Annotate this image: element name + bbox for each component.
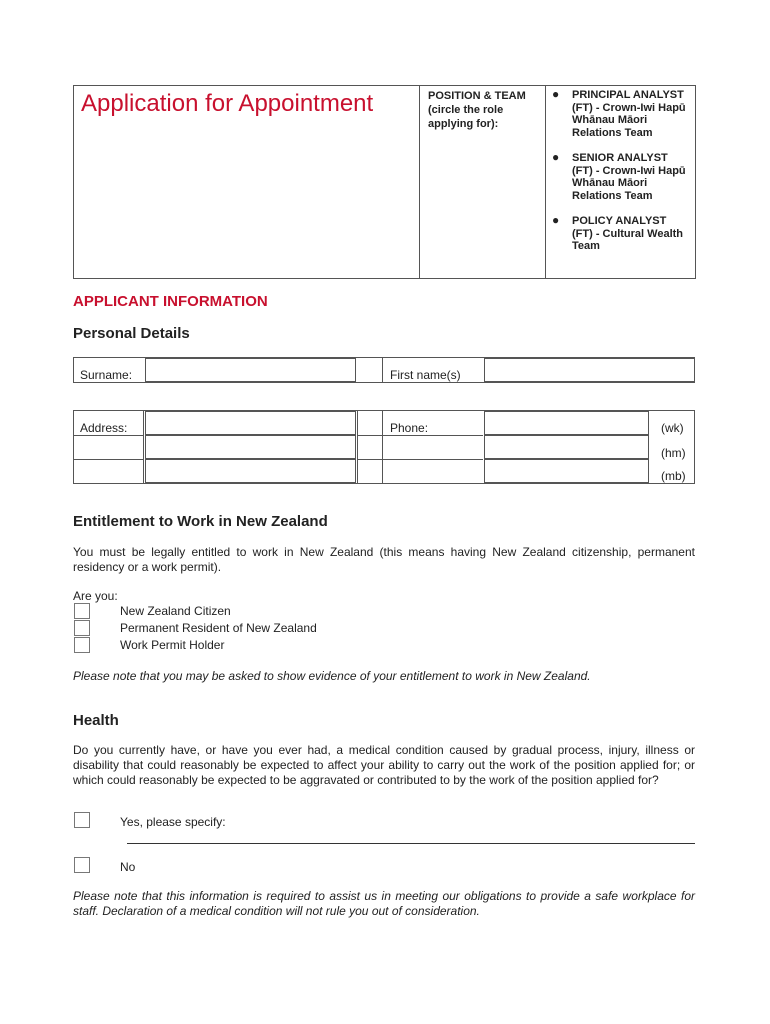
address-phone-block: [73, 410, 695, 484]
divider: [143, 411, 144, 483]
health-note: Please note that this information is required to assist us in meeting our obligations to provide a safe workplace for staff. Declaration of a medical condition will not rule you out of consideration.: [73, 889, 695, 918]
health-yes-checkbox[interactable]: [74, 812, 90, 828]
divider: [357, 411, 358, 483]
page-title: Application for Appointment: [81, 90, 374, 117]
permanent-resident-checkbox[interactable]: [74, 620, 90, 636]
address-input-line-3[interactable]: [145, 459, 356, 483]
work-permit-checkbox[interactable]: [74, 637, 90, 653]
divider: [74, 435, 144, 436]
divider: [357, 459, 483, 460]
entitlement-title: Entitlement to Work in New Zealand: [73, 513, 328, 530]
divider: [382, 411, 383, 483]
role-label: SENIOR ANALYST (FT) - Crown-Iwi Hapū Whānau Māori Relations Team: [572, 152, 686, 202]
divider: [357, 435, 483, 436]
address-input-line-2[interactable]: [145, 435, 356, 459]
bullet-icon: ●: [552, 150, 560, 164]
position-label-cell: [420, 86, 546, 278]
applicant-section-title: APPLICANT INFORMATION: [73, 293, 268, 310]
surname-label: Surname:: [80, 368, 133, 382]
work-permit-label: Work Permit Holder: [120, 638, 225, 652]
entitlement-intro: You must be legally entitled to work in New Zealand (this means having New Zealand citizenship, permanent residency or a work permit).: [73, 545, 695, 574]
phone-hm-label: (hm): [661, 446, 686, 460]
firstname-input[interactable]: [484, 358, 695, 382]
personal-details-title: Personal Details: [73, 325, 190, 342]
header-table: [73, 85, 696, 279]
role-list: [548, 89, 688, 266]
title-cell: [74, 86, 420, 278]
health-no-checkbox[interactable]: [74, 857, 90, 873]
nz-citizen-label: New Zealand Citizen: [120, 604, 231, 618]
role-label: POLICY ANALYST (FT) - Cultural Wealth Team: [572, 215, 684, 252]
role-item[interactable]: [548, 215, 688, 253]
phone-wk-input[interactable]: [484, 411, 649, 435]
bullet-icon: ●: [552, 87, 560, 101]
position-label: POSITION & TEAM (circle the role applying for):: [428, 90, 526, 130]
health-question: Do you currently have, or have you ever had, a medical condition caused by gradual process, injury, illness or disability that could reasonably be expected to affect your ability to carry out the work of the position applied for; or which could reasonably be expected to be aggravated or contributed to by the work of the position applied for?: [73, 743, 695, 787]
entitlement-note: Please note that you may be asked to show evidence of your entitlement to work in New Zealand.: [73, 669, 591, 683]
phone-hm-input[interactable]: [484, 435, 649, 459]
health-title: Health: [73, 712, 119, 729]
role-item[interactable]: [548, 152, 688, 202]
address-input-line-1[interactable]: [145, 411, 356, 435]
are-you-label: Are you:: [73, 589, 118, 603]
role-item[interactable]: [548, 89, 688, 139]
phone-wk-label: (wk): [661, 421, 684, 435]
bullet-icon: ●: [552, 213, 560, 227]
phone-mb-input[interactable]: [484, 459, 649, 483]
phone-mb-label: (mb): [661, 469, 686, 483]
surname-input[interactable]: [145, 358, 356, 382]
firstname-label: First name(s): [390, 368, 461, 382]
health-no-label: No: [120, 860, 136, 874]
phone-label: Phone:: [390, 421, 429, 435]
health-yes-label: Yes, please specify:: [120, 815, 226, 829]
name-row: [73, 357, 695, 383]
divider: [74, 459, 144, 460]
role-label: PRINCIPAL ANALYST (FT) - Crown-Iwi Hapū Whānau Māori Relations Team: [572, 89, 686, 139]
health-specify-line[interactable]: [127, 843, 695, 844]
address-label: Address:: [80, 421, 128, 435]
nz-citizen-checkbox[interactable]: [74, 603, 90, 619]
divider: [382, 358, 383, 382]
permanent-resident-label: Permanent Resident of New Zealand: [120, 621, 317, 635]
